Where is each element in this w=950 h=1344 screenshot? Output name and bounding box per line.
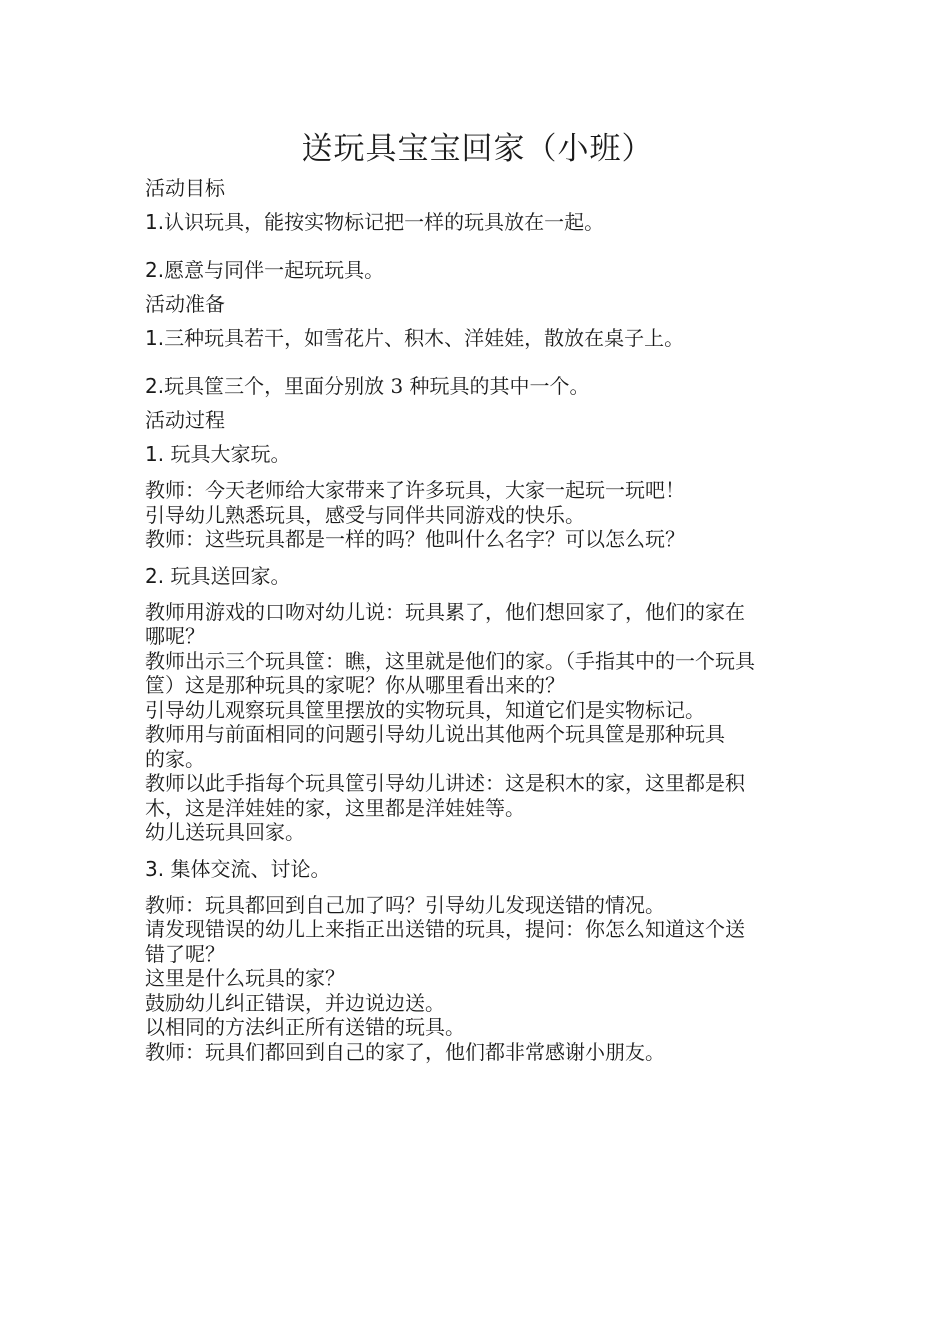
step-title: 玩具送回家。 [164,563,291,588]
step-title: 玩具大家玩。 [164,442,291,466]
preparation-number: 1. [145,326,165,350]
paragraph-line: 以相同的方法纠正所有送错的玩具。 [145,1015,465,1039]
preparation-text: 玩具筐三个，里面分别放 3 种玩具的其中一个。 [164,374,590,398]
goal-text: 认识玩具，能按实物标记把一样的玩具放在一起。 [164,210,605,234]
section-heading-preparation: 活动准备 [145,292,225,316]
paragraph-line: 教师：玩具都回到自己加了吗？引导幼儿发现送错的情况。 [145,892,665,917]
section-heading-process: 活动过程 [145,408,225,432]
paragraph-line: 教师：这些玩具都是一样的吗？他叫什么名字？可以怎么玩？ [145,527,685,551]
preparation-number: 2. [145,374,165,398]
paragraph-line: 木，这是洋娃娃的家，这里都是洋娃娃等。 [145,795,525,820]
paragraph-line: 引导幼儿熟悉玩具，感受与同伴共同游戏的快乐。 [145,502,585,527]
goal-text: 愿意与同伴一起玩玩具。 [164,258,385,282]
goal-number: 1. [145,210,165,234]
paragraph-line: 教师：玩具们都回到自己的家了，他们都非常感谢小朋友。 [145,1039,665,1064]
paragraph-line: 请发现错误的幼儿上来指正出送错的玩具，提问：你怎么知道这个送 [145,917,745,941]
step-number: 1. [145,442,165,466]
process-step-3-title [145,855,810,883]
preparation-text: 三种玩具若干，如雪花片、积木、洋娃娃，散放在桌子上。 [164,326,685,350]
paragraph-line: 教师用游戏的口吻对幼儿说：玩具累了，他们想回家了，他们的家在 [145,599,745,624]
document-content [145,128,810,1064]
paragraph-line: 教师：今天老师给大家带来了许多玩具，大家一起玩一玩吧！ [145,478,685,502]
paragraph-line: 的家。 [145,746,205,771]
step-number: 2. [145,563,165,588]
paragraph-line: 鼓励幼儿纠正错误，并边说边送。 [145,990,445,1015]
preparation-item-1 [145,324,810,352]
paragraph-line: 筐）这是那种玩具的家呢？你从哪里看出来的？ [145,673,565,697]
process-step-1-title [145,440,810,468]
document-title: 送玩具宝宝回家（小班） [301,131,654,167]
goal-item-2 [145,256,810,284]
paragraph-line: 教师用与前面相同的问题引导幼儿说出其他两个玩具筐是那种玩具 [145,722,725,746]
step-title: 集体交流、讨论。 [164,856,331,881]
preparation-item-2 [145,372,810,400]
step-number: 3. [145,856,165,881]
paragraph-line: 哪呢？ [145,624,205,648]
process-step-2-title [145,562,810,590]
paragraph-line: 引导幼儿观察玩具筐里摆放的实物玩具，知道它们是实物标记。 [145,697,705,722]
paragraph-line: 幼儿送玩具回家。 [145,820,305,844]
goal-item-1 [145,208,810,236]
paragraph-line: 错了呢？ [145,941,225,966]
section-heading-goals: 活动目标 [145,176,225,200]
goal-number: 2. [145,258,165,282]
paragraph-line: 这里是什么玩具的家？ [145,966,345,990]
paragraph-line: 教师出示三个玩具筐：瞧，这里就是他们的家。（手指其中的一个玩具 [145,648,755,673]
paragraph-line: 教师以此手指每个玩具筐引导幼儿讲述：这是积木的家，这里都是积 [145,771,745,795]
